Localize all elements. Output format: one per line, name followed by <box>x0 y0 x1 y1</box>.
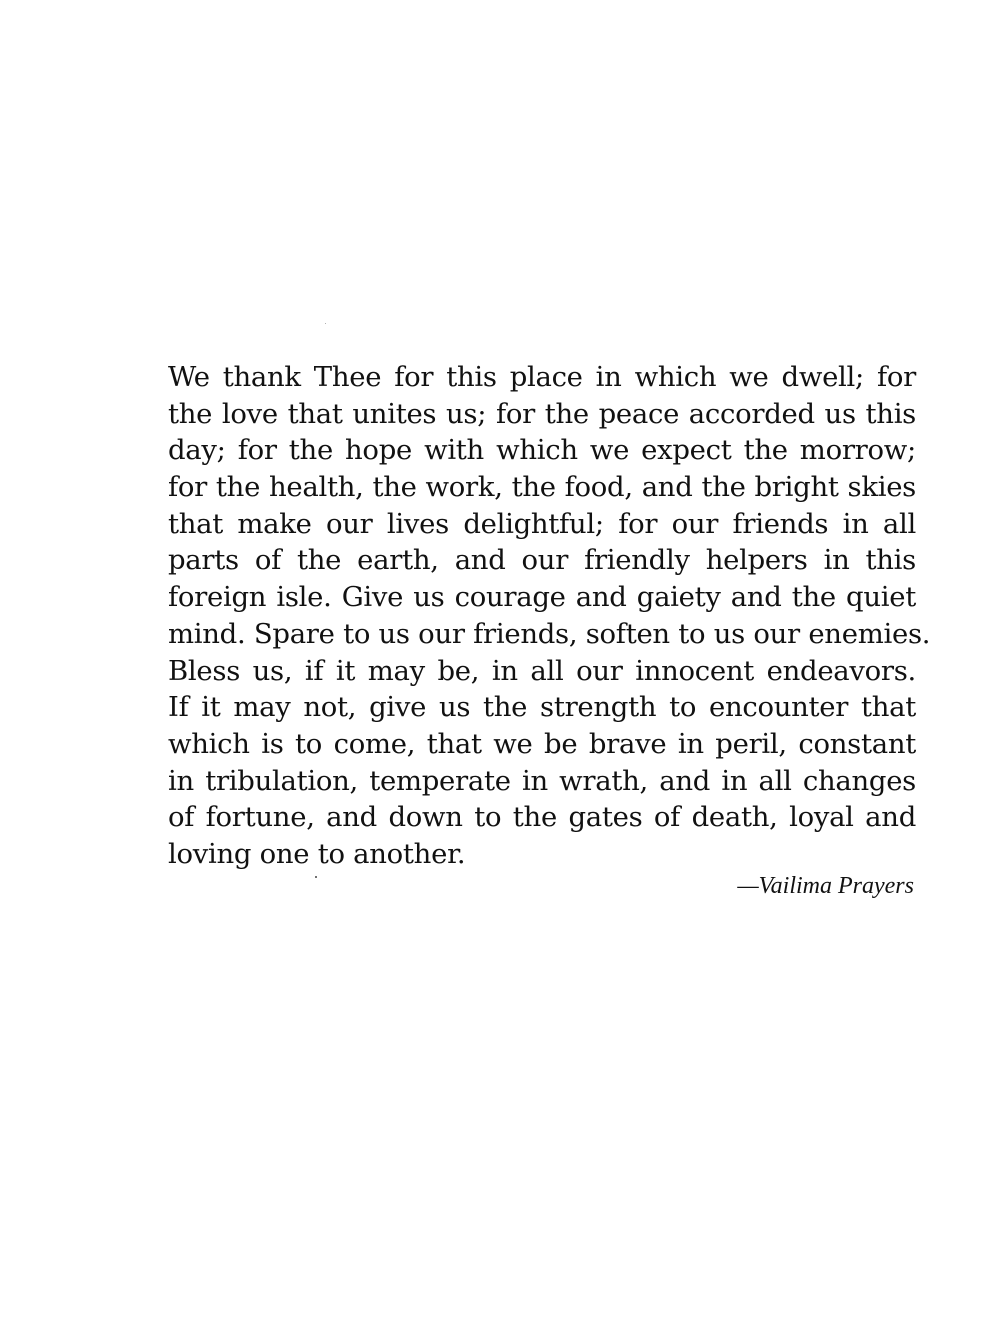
prayer-line: that make our lives delightful; for our friends in all <box>168 507 916 540</box>
prayer-line: If it may not, give us the strength to encounter that <box>168 691 916 724</box>
prayer-line: which is to come, that we be brave in peril, constant <box>168 727 916 760</box>
prayer-line: foreign isle. Give us courage and gaiety and the quiet <box>168 581 916 614</box>
prayer-line: day; for the hope with which we expect the morrow; <box>168 434 916 467</box>
prayer-line: of fortune, and down to the gates of death, loyal and <box>168 801 916 834</box>
prayer-line: Bless us, if it may be, in all our innocent endeavors. <box>168 654 916 687</box>
prayer-line: mind. Spare to us our friends, soften to us our enemies. <box>168 617 931 650</box>
prayer-line: in tribulation, temperate in wrath, and in all changes <box>168 764 916 797</box>
prayer-line: parts of the earth, and our friendly helpers in this <box>168 544 916 577</box>
prayer-line: the love that unites us; for the peace accorded us this <box>168 397 916 430</box>
prayer-line: for the health, the work, the food, and the bright skies <box>168 471 916 504</box>
prayer-text <box>168 359 931 873</box>
print-speck <box>315 876 317 878</box>
prayer-line: loving one to another. <box>168 837 466 870</box>
attribution: —Vailima Prayers <box>737 873 914 899</box>
print-speck <box>325 323 326 324</box>
prayer-line: We thank Thee for this place in which we dwell; for <box>168 361 916 393</box>
